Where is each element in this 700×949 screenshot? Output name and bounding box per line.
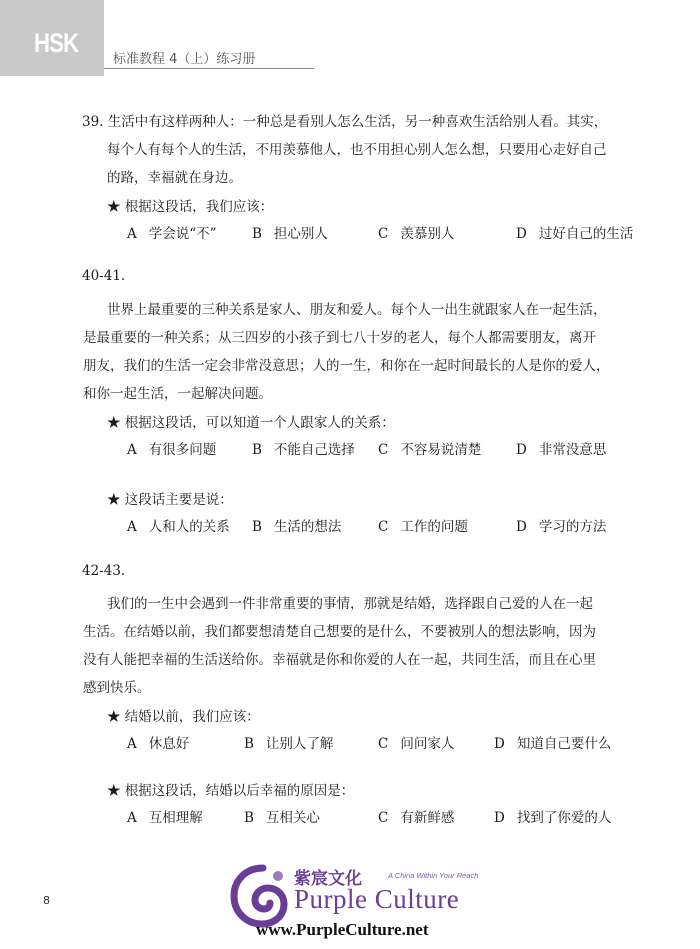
q40-number: 40-41. [82,268,126,284]
header-title: 标准教程 4（上）练习册 [113,52,256,67]
q42-line-2: 生活。在结婚以前，我们都要想清楚自己想要的是什么，不要被别人的想法影响，因为 [83,624,596,640]
q43-option-b[interactable]: B 互相关心 [244,810,320,826]
logo-url[interactable]: www.PurpleCulture.net [256,920,429,939]
logo-chinese-name: 紫宸文化 [294,869,362,889]
q40-line-3: 朋友，我们的生活一定会非常没意思；人的一生，和你在一起时间最长的人是你的爱人， [83,358,610,374]
q43-prompt: ★ 根据这段话，结婚以后幸福的原因是： [107,783,355,799]
purple-culture-logo[interactable] [228,862,488,942]
q42-line-3: 没有人能把幸福的生活送给你。幸福就是你和你爱的人在一起，共同生活，而且在心里 [83,652,596,668]
logo-english-name: Purple Culture [294,884,460,914]
q43-option-c[interactable]: C 有新鲜感 [378,810,455,826]
q39-line-1: 39. 生活中有这样两种人：一种总是看别人怎么生活，另一种喜欢生活给别人看。其实， [82,114,608,130]
header-divider [104,68,314,69]
q40-option-a[interactable]: A 有很多问题 [127,442,217,458]
q39-option-d[interactable]: D 过好自己的生活 [516,226,634,242]
q42-number: 42-43. [82,563,126,579]
q40-line-2: 是最重要的一种关系；从三四岁的小孩子到七八十岁的老人，每个人都需要朋友，离开 [83,330,596,346]
q40-line-4: 和你一起生活，一起解决问题。 [83,386,272,402]
q41-option-c[interactable]: C 工作的问题 [378,519,468,535]
hsk-logo: HSK [34,28,79,58]
q41-option-b[interactable]: B 生活的想法 [252,519,342,535]
q39-option-b[interactable]: B 担心别人 [252,226,328,242]
q40-prompt: ★ 根据这段话，可以知道一个人跟家人的关系： [107,415,395,431]
q41-prompt: ★ 这段话主要是说： [107,492,233,508]
q42-option-d[interactable]: D 知道自己要什么 [494,736,612,752]
q39-option-a[interactable]: A 学会说“不” [127,226,217,242]
q42-prompt: ★ 结婚以前，我们应该： [107,709,260,725]
q40-line-1: 世界上最重要的三种关系是家人、朋友和爱人。每个人一出生就跟家人在一起生活， [107,302,607,318]
q39-line-2: 每个人有每个人的生活，不用羡慕他人，也不用担心别人怎么想，只要用心走好自己 [107,142,607,158]
q40-option-b[interactable]: B 不能自己选择 [252,442,355,458]
q42-option-c[interactable]: C 问问家人 [378,736,455,752]
q42-line-1: 我们的一生中会遇到一件非常重要的事情，那就是结婚，选择跟自己爱的人在一起 [107,596,593,612]
q42-option-a[interactable]: A 休息好 [127,736,190,752]
q42-option-b[interactable]: B 让别人了解 [244,736,334,752]
q42-line-4: 感到快乐。 [83,680,151,696]
q40-option-d[interactable]: D 非常没意思 [516,442,607,458]
page-number: 8 [43,894,50,907]
q39-prompt: ★ 根据这段话，我们应该： [107,199,274,215]
q43-option-d[interactable]: D 找到了你爱的人 [494,810,612,826]
q41-option-d[interactable]: D 学习的方法 [516,519,607,535]
q39-option-c[interactable]: C 羡慕别人 [378,226,455,242]
logo-tagline: A China Within Your Reach [388,871,479,880]
q43-option-a[interactable]: A 互相理解 [127,810,203,826]
q41-option-a[interactable]: A 人和人的关系 [127,519,230,535]
q40-option-c[interactable]: C 不容易说清楚 [378,442,482,458]
q39-line-3: 的路，幸福就在身边。 [107,170,242,186]
header-block [0,0,104,76]
